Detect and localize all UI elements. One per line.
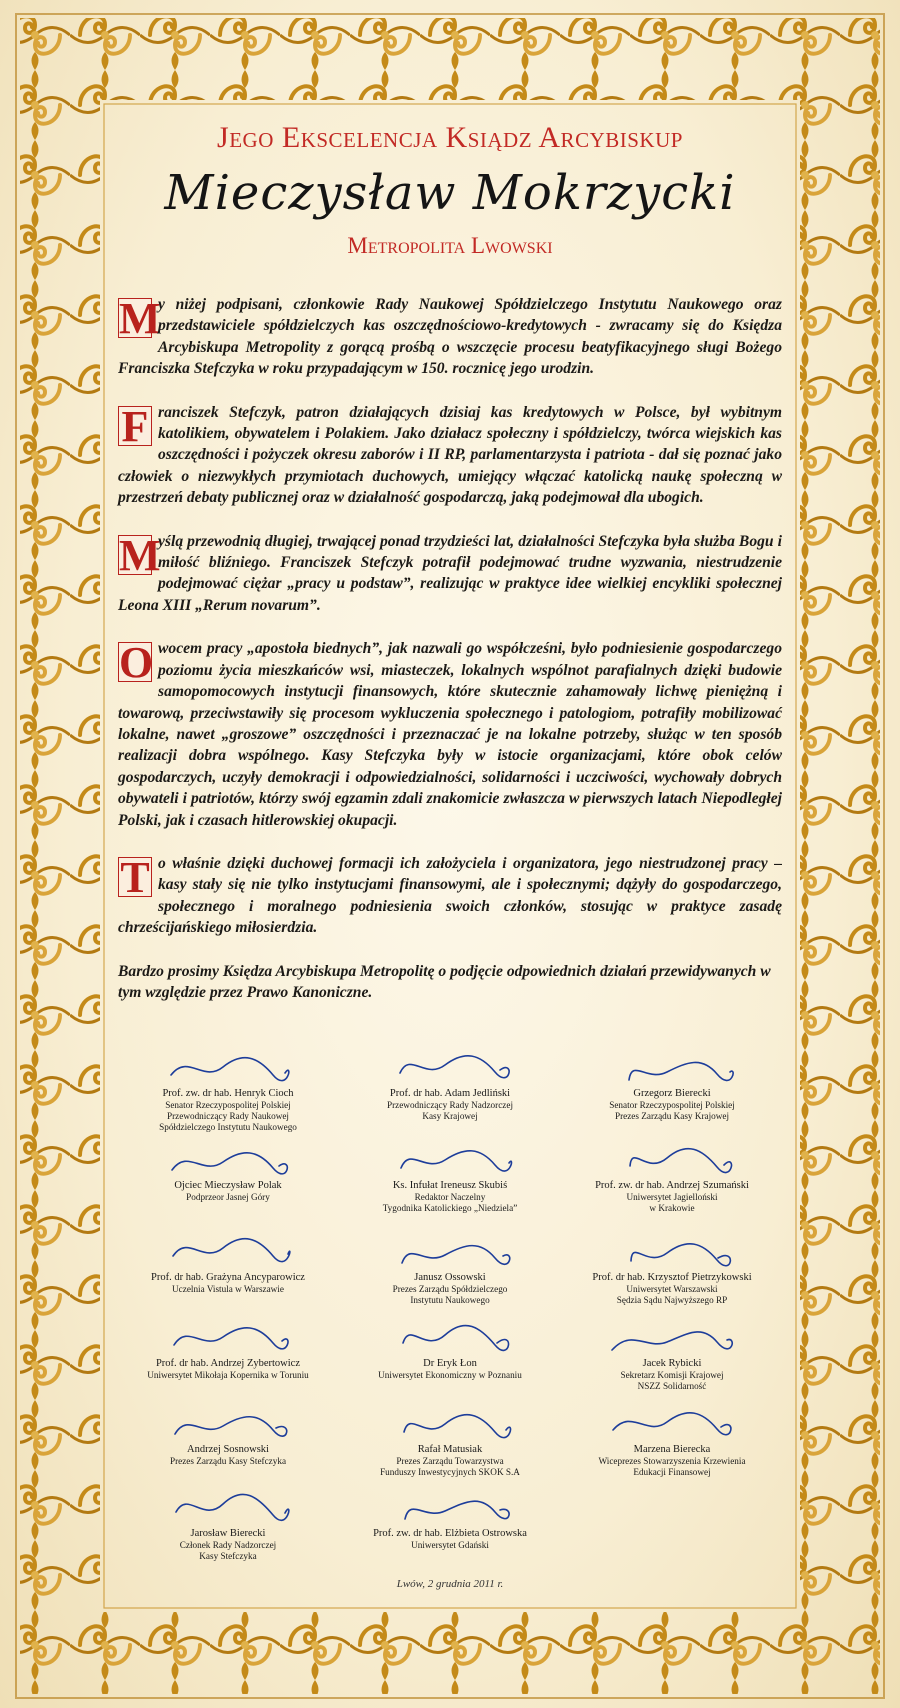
handwritten-signature bbox=[340, 1488, 560, 1528]
paragraph-3 bbox=[118, 531, 782, 617]
signatory-role: Uniwersytet Ekonomiczny w Poznaniu bbox=[378, 1370, 522, 1380]
signatory-role: Sędzia Sądu Najwyższego RP bbox=[616, 1295, 728, 1305]
signatory bbox=[340, 1404, 560, 1478]
signatory-name: Prof. zw. dr hab. Andrzej Szumański bbox=[595, 1180, 749, 1191]
signatory bbox=[340, 1048, 560, 1122]
signatory-role: Prezes Zarządu Towarzystwa bbox=[396, 1456, 504, 1466]
signatory-role: Sekretarz Komisji Krajowej bbox=[620, 1370, 724, 1380]
paragraph-text: o właśnie dzięki duchowej formacji ich założyciela i organizatora, jego niestrudzonej pracy – kasy stały się nie tylko instytucjami finansowymi, ale i społecznymi; dążyły do gospodarczego, społecznego i moralnego podniesienia swoich członków, stosując w praktyce zasadę chrześcijańskiego miłosierdzia. bbox=[118, 854, 782, 937]
header-subtitle: Metropolita Lwowski bbox=[347, 233, 553, 258]
handwritten-signature bbox=[562, 1404, 782, 1444]
signatory-role: Spółdzielczego Instytutu Naukowego bbox=[159, 1122, 297, 1132]
signatory bbox=[340, 1232, 560, 1306]
signatory bbox=[562, 1140, 782, 1214]
closing-request: Bardzo prosimy Księdza Arcybiskupa Metropolitę o podjęcie odpowiednich działań przewidywanych w tym względzie przez Prawo Kanoniczne. bbox=[118, 962, 771, 1001]
signatory-role: Prezes Zarządu Kasy Krajowej bbox=[614, 1111, 730, 1121]
header-title: Jego Ekscelencja Ksiądz Arcybiskup bbox=[217, 121, 683, 154]
signatory-role: Podprzeor Jasnej Góry bbox=[186, 1192, 270, 1202]
drop-cap: O bbox=[119, 638, 154, 688]
signatory-name: Ojciec Mieczysław Polak bbox=[174, 1180, 282, 1191]
signatory-role: Uniwersytet Warszawski bbox=[626, 1284, 718, 1294]
paragraph-text: yślą przewodnią długiej, trwającej ponad trzydzieści lat, działalności Stefczyka była służba Bogu i miłość bliźniego. Franciszek Stefczyk potrafił podejmować trudne wyzwania, niestrudzenie podejmować ciężar „pracy u podstaw”, realizując w praktyce idee wielkiej encykliki społecznej Leona XIII „Rerum novarum”. bbox=[118, 532, 782, 614]
signatory-name: Ks. Infułat Ireneusz Skubiś bbox=[392, 1180, 508, 1191]
signatory-role: Przewodniczący Rady Nadzorczej bbox=[386, 1100, 513, 1110]
signatory-role: Uczelnia Vistula w Warszawie bbox=[172, 1284, 284, 1294]
paragraph-4 bbox=[118, 638, 782, 831]
signatory-role: Kasy Krajowej bbox=[422, 1111, 478, 1121]
signatory-name: Andrzej Sosnowski bbox=[187, 1444, 269, 1455]
signatory bbox=[118, 1488, 338, 1562]
signatory-name: Jarosław Bierecki bbox=[190, 1528, 266, 1539]
drop-cap: M bbox=[119, 294, 161, 343]
handwritten-signature bbox=[562, 1318, 782, 1358]
paragraph-text: ranciszek Stefczyk, patron działających dzisiaj kas kredytowych w Polsce, był wybitnym katolikiem, obywatelem i Polakiem. Jako działacz społeczny i spółdzielczy, twórca wiejskich kas oszczędności i pożyczek okresu zaborów i II RP, parlamentarzysta i patriota - dał się poznać jako człowiek o niezwykłych przymiotach duchowych, umiejący włączać katolicką naukę społeczną w przestrzeń debaty publicznej oraz w działalność gospodarczą, jaką podejmował dla ubogich. bbox=[118, 403, 782, 507]
paragraph-5 bbox=[118, 853, 782, 939]
signatory-role: NSZZ Solidarność bbox=[637, 1381, 707, 1391]
signatory bbox=[340, 1140, 560, 1214]
signatory bbox=[562, 1404, 782, 1478]
handwritten-signature bbox=[340, 1048, 560, 1088]
signatory-role: Tygodnika Katolickiego „Niedziela” bbox=[382, 1203, 518, 1213]
signatory-name: Grzegorz Bierecki bbox=[633, 1088, 711, 1099]
signatory-name: Janusz Ossowski bbox=[414, 1272, 486, 1283]
signatory bbox=[340, 1488, 560, 1551]
signatory-role: Prezes Zarządu Kasy Stefczyka bbox=[169, 1456, 287, 1466]
signatory-name: Prof. zw. dr hab. Henryk Cioch bbox=[162, 1088, 294, 1099]
signatory-role: Członek Rady Nadzorczej bbox=[179, 1540, 277, 1550]
signatory-name: Prof. dr hab. Krzysztof Pietrzykowski bbox=[592, 1272, 752, 1283]
signatory-role: Instytutu Naukowego bbox=[410, 1295, 490, 1305]
handwritten-signature bbox=[340, 1140, 560, 1180]
signatory bbox=[118, 1232, 338, 1295]
signatory-name: Dr Eryk Łon bbox=[423, 1358, 477, 1369]
paragraph-1 bbox=[118, 294, 782, 380]
signatory-name: Jacek Rybicki bbox=[642, 1358, 702, 1369]
paragraph-2 bbox=[118, 402, 782, 509]
handwritten-signature bbox=[562, 1232, 782, 1272]
handwritten-signature bbox=[562, 1140, 782, 1180]
document-content bbox=[118, 118, 782, 1598]
signatory-name: Rafał Matusiak bbox=[417, 1444, 483, 1455]
signatures-block bbox=[118, 1048, 782, 1568]
handwritten-signature bbox=[118, 1318, 338, 1358]
signatory-role: Kasy Stefczyka bbox=[199, 1551, 257, 1561]
signatory-role: Wiceprezes Stowarzyszenia Krzewienia bbox=[598, 1456, 746, 1466]
drop-cap: M bbox=[119, 530, 161, 580]
drop-cap: T bbox=[118, 857, 152, 897]
header-name: Mieczysław Mokrzycki bbox=[164, 165, 736, 221]
handwritten-signature bbox=[118, 1404, 338, 1444]
handwritten-signature bbox=[118, 1140, 338, 1180]
signatory-role: w Krakowie bbox=[649, 1203, 695, 1213]
signatory bbox=[340, 1318, 560, 1381]
signatory-name: Prof. dr hab. Andrzej Zybertowicz bbox=[155, 1358, 301, 1369]
signatory-role: Uniwersytet Gdański bbox=[411, 1540, 489, 1550]
drop-cap: F bbox=[118, 406, 152, 446]
signatory-role: Prezes Zarządu Spółdzielczego bbox=[392, 1284, 508, 1294]
signatory-name: Prof. dr hab. Grażyna Ancyparowicz bbox=[151, 1272, 305, 1283]
signatory-name: Prof. dr hab. Adam Jedliński bbox=[389, 1088, 511, 1099]
signatory-role: Senator Rzeczypospolitej Polskiej bbox=[609, 1100, 735, 1110]
document-date: Lwów, 2 grudnia 2011 r. bbox=[396, 1578, 504, 1590]
signatory bbox=[562, 1232, 782, 1306]
signatory bbox=[562, 1048, 782, 1122]
handwritten-signature bbox=[118, 1232, 338, 1272]
signatory-role: Uniwersytet Jagielloński bbox=[626, 1192, 718, 1202]
handwritten-signature bbox=[340, 1404, 560, 1444]
signatory bbox=[118, 1048, 338, 1133]
signatory-role: Senator Rzeczypospolitej Polskiej bbox=[165, 1100, 291, 1110]
signatory-name: Marzena Bierecka bbox=[633, 1444, 711, 1455]
paragraph-text: wocem pracy „apostoła biednych”, jak nazwali go współcześni, było podniesienie gospodarczego poziomu życia mieszkańców wsi, miasteczek, lokalnych wspólnot parafialnych dzięki budowie samopomocowych instytucji finansowych, które skutecznie zahamowały lichwę pieniężną i towarową, przeciwstawiły się procesom wykluczenia społecznego i patologiom, potrafiły mobilizować lokalne, nawet „groszowe” oszczędności i przeznaczać je na lokalne potrzeby, służąc w ten sposób realizacji dobra wspólnego. Kasy Stefczyka były w istocie organizacjami, które obok celów gospodarczych, uczyły demokracji i odpowiedzialności, solidarności i uczciwości, wychowały dobrych obywateli i patriotów, którzy swój egzamin zdali znakomicie zwłaszcza w pierwszych latach Niepodległej Polski, jak i czasach hitlerowskiej okupacji. bbox=[118, 640, 782, 829]
signatory-role: Edukacji Finansowej bbox=[633, 1467, 711, 1477]
signatory bbox=[118, 1404, 338, 1467]
signatory bbox=[118, 1140, 338, 1203]
handwritten-signature bbox=[340, 1232, 560, 1272]
signatory bbox=[118, 1318, 338, 1381]
signatory-role: Uniwersytet Mikołaja Kopernika w Toruniu bbox=[147, 1370, 309, 1380]
handwritten-signature bbox=[340, 1318, 560, 1358]
handwritten-signature bbox=[562, 1048, 782, 1088]
signatory-name: Prof. zw. dr hab. Elżbieta Ostrowska bbox=[373, 1528, 527, 1539]
signatory-role: Przewodniczący Rady Naukowej bbox=[167, 1111, 289, 1121]
paragraph-text: y niżej podpisani, członkowie Rady Naukowej Spółdzielczego Instytutu Naukowego oraz przedstawiciele spółdzielczych kas oszczędnościowo-kredytowych - zwracamy się do Księdza Arcybiskupa Metropolity z gorącą prośbą o wszczęcie procesu beatyfikacyjnego sługi Bożego Franciszka Stefczyka w roku przypadającym w 150. rocznicę jego urodzin. bbox=[118, 296, 782, 378]
signatory bbox=[562, 1318, 782, 1392]
signatory-role: Funduszy Inwestycyjnych SKOK S.A bbox=[380, 1467, 520, 1477]
signatory-role: Redaktor Naczelny bbox=[414, 1192, 486, 1202]
handwritten-signature bbox=[118, 1488, 338, 1528]
handwritten-signature bbox=[118, 1048, 338, 1088]
